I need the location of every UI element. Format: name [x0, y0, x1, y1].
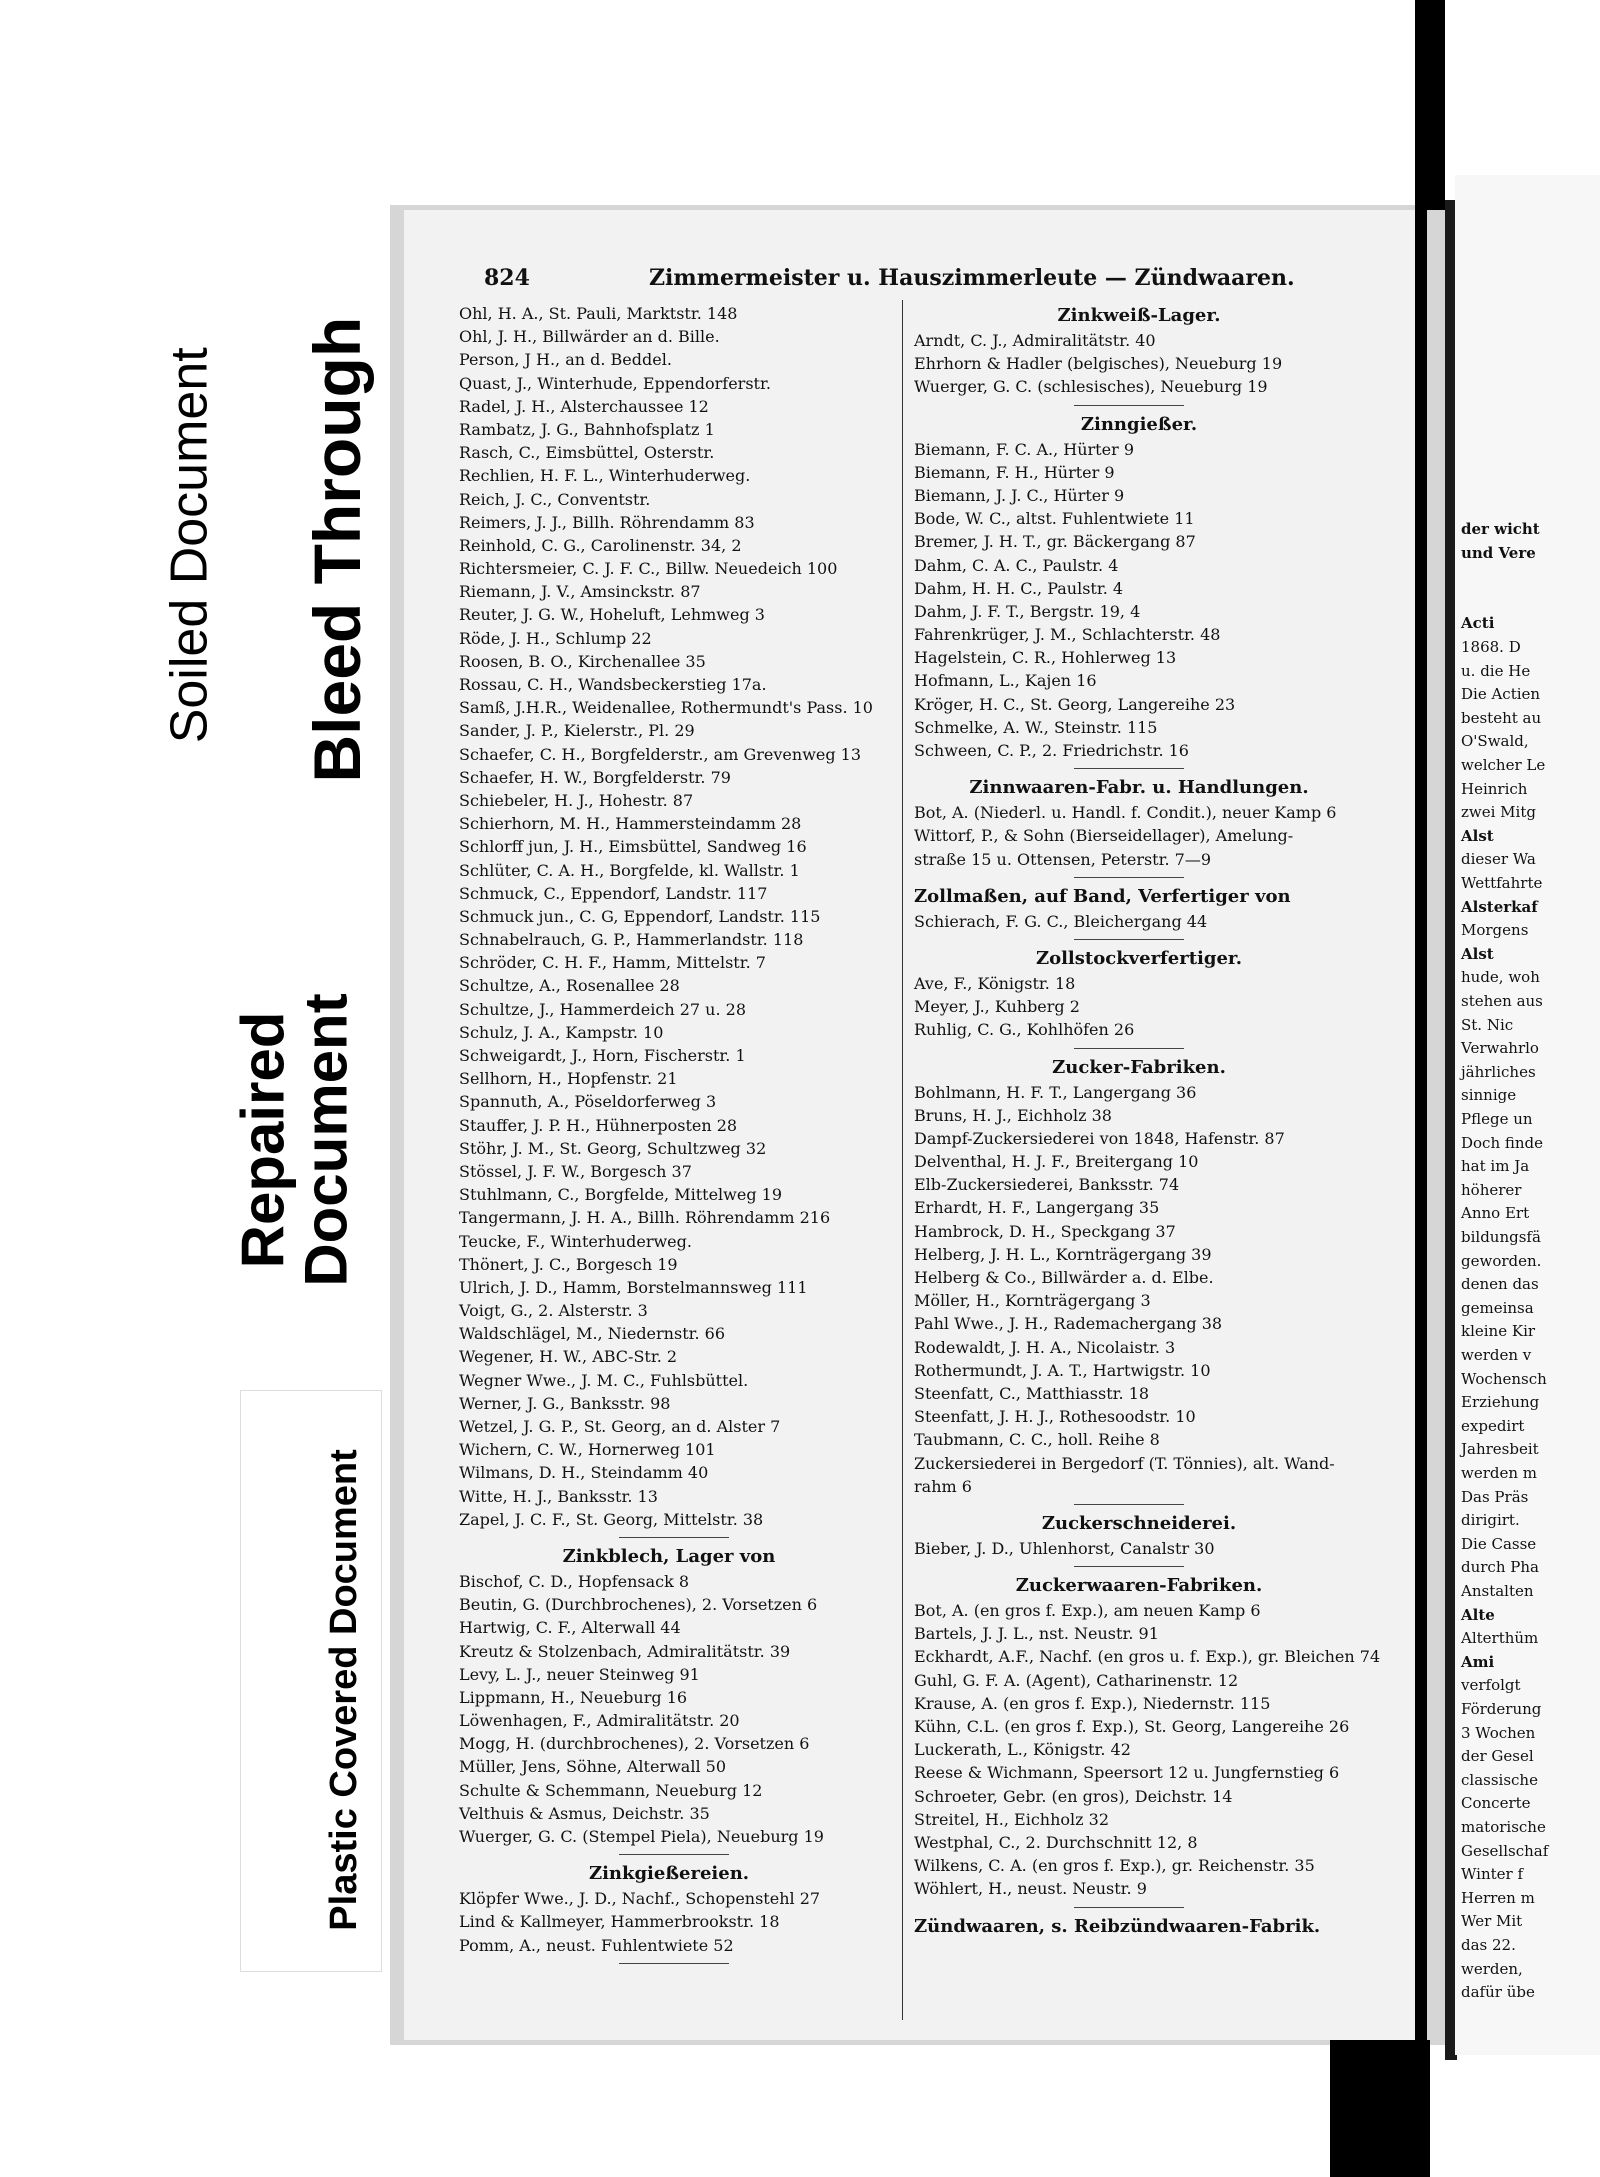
- scan-border-bottom: [1330, 2040, 1430, 2177]
- directory-entry: Wuerger, G. C. (Stempel Piela), Neueburg 19: [459, 1827, 824, 1846]
- directory-entry: Wetzel, J. G. P., St. Georg, an d. Alster 7: [459, 1417, 781, 1436]
- facing-page-line: Anno Ert: [1461, 1204, 1530, 1223]
- directory-entry: Steenfatt, C., Matthiasstr. 18: [914, 1383, 1150, 1403]
- directory-entry: Radel, J. H., Alsterchaussee 12: [459, 396, 709, 416]
- facing-page-line: der Gesel: [1461, 1747, 1534, 1766]
- facing-page-fragment: [1455, 175, 1600, 2055]
- directory-entry: rahm 6: [914, 1476, 972, 1496]
- left-column: [459, 302, 879, 1969]
- scan-border: [1415, 0, 1427, 2177]
- directory-entry: Hofmann, L., Kajen 16: [914, 671, 1097, 691]
- directory-entry: Bischof, C. D., Hopfensack 8: [459, 1571, 690, 1591]
- directory-entry: Sellhorn, H., Hopfenstr. 21: [459, 1069, 678, 1089]
- directory-entry: Wegener, H. W., ABC-Str. 2: [459, 1347, 678, 1367]
- facing-page-line: denen das: [1461, 1275, 1539, 1294]
- directory-entry: Dahm, J. F. T., Bergstr. 19, 4: [914, 601, 1141, 621]
- directory-entry: Bot, A. (en gros f. Exp.), am neuen Kamp 6: [914, 1601, 1261, 1621]
- facing-page-line: Wer Mit: [1461, 1912, 1523, 1931]
- directory-entry: Bieber, J. D., Uhlenhorst, Canalstr 30: [914, 1538, 1215, 1558]
- facing-page-line: jährliches: [1461, 1062, 1536, 1081]
- facing-page-line: classische: [1461, 1770, 1538, 1789]
- section-heading: Zinkgießereien.: [588, 1863, 750, 1885]
- section-rule: [914, 1901, 1364, 1913]
- directory-entry: Krause, A. (en gros f. Exp.), Niedernstr. 115: [914, 1693, 1271, 1713]
- directory-entry: Rossau, C. H., Wandsbeckerstieg 17a.: [459, 675, 767, 694]
- directory-entry: Streitel, H., Eichholz 32: [914, 1809, 1110, 1829]
- directory-entry: Rasch, C., Eimsbüttel, Osterstr.: [459, 443, 715, 463]
- directory-entry: Schaefer, C. H., Borgfelderstr., am Grevenweg 13: [459, 744, 862, 764]
- directory-entry: Person, J H., an d. Beddel.: [459, 350, 672, 370]
- directory-entry: Schierach, F. G. C., Bleichergang 44: [914, 911, 1208, 931]
- facing-page-line: sinnige: [1461, 1086, 1517, 1105]
- directory-entry: Ohl, H. A., St. Pauli, Marktstr. 148: [459, 304, 738, 323]
- directory-entry: Werner, J. G., Banksstr. 98: [459, 1393, 671, 1413]
- directory-entry: Hagelstein, C. R., Hohlerweg 13: [914, 648, 1177, 668]
- directory-entry: Wittorf, P., & Sohn (Bierseidellager), Amelung-: [914, 826, 1294, 846]
- directory-entry: Lind & Kallmeyer, Hammerbrookstr. 18: [459, 1912, 780, 1932]
- directory-entry: Ohl, J. H., Billwärder an d. Bille.: [459, 327, 720, 347]
- directory-entry: Schaefer, H. W., Borgfelderstr. 79: [459, 767, 731, 787]
- directory-entry: Delventhal, H. J. F., Breitergang 10: [914, 1152, 1199, 1172]
- directory-entry: Bruns, H. J., Eichholz 38: [914, 1105, 1112, 1125]
- facing-page-line: Alst: [1461, 944, 1494, 963]
- scan-border-top: [1425, 0, 1445, 210]
- directory-entry: Velthuis & Asmus, Deichstr. 35: [459, 1803, 710, 1823]
- label-plastic-covered-document: Plastic Covered Document: [323, 1449, 366, 1931]
- facing-page-line: Alterthüm: [1461, 1629, 1539, 1648]
- directory-entry: Rodewaldt, J. H. A., Nicolaistr. 3: [914, 1337, 1176, 1357]
- directory-entry: Schultze, J., Hammerdeich 27 u. 28: [459, 999, 746, 1019]
- page-number: 824: [484, 265, 530, 291]
- facing-page-line: kleine Kir: [1461, 1322, 1536, 1341]
- facing-page-line: dafür übe: [1461, 1983, 1535, 2002]
- facing-page-line: verfolgt: [1461, 1676, 1521, 1695]
- facing-page-line: Alst: [1461, 826, 1494, 845]
- section-heading: Zuckerwaaren-Fabriken.: [1015, 1575, 1263, 1597]
- facing-page-line: durch Pha: [1461, 1558, 1539, 1577]
- directory-entry: Eckhardt, A.F., Nachf. (en gros u. f. Exp.), gr. Bleichen 74: [914, 1647, 1381, 1667]
- section-rule: [914, 1042, 1364, 1054]
- section-heading: Zollstockverfertiger.: [1035, 947, 1243, 969]
- directory-entry: Kröger, H. C., St. Georg, Langereihe 23: [914, 694, 1236, 714]
- directory-entry: Meyer, J., Kuhberg 2: [914, 997, 1080, 1017]
- directory-entry: Roosen, B. O., Kirchenallee 35: [459, 651, 706, 671]
- directory-entry: Schlüter, C. A. H., Borgfelde, kl. Wallstr. 1: [459, 860, 800, 880]
- directory-entry: Kreutz & Stolzenbach, Admiralitätstr. 39: [459, 1641, 791, 1661]
- facing-page-line: Pflege un: [1461, 1110, 1533, 1128]
- section-rule: [914, 933, 1364, 945]
- right-column: [914, 302, 1381, 1940]
- facing-page-line: hat im Ja: [1461, 1157, 1530, 1176]
- directory-entry: Stössel, J. F. W., Borgesch 37: [459, 1161, 692, 1181]
- directory-entry: Elb-Zuckersiederei, Banksstr. 74: [914, 1175, 1180, 1195]
- directory-entry: Schroeter, Gebr. (en gros), Deichstr. 14: [914, 1786, 1233, 1806]
- directory-entry: Hartwig, C. F., Alterwall 44: [459, 1618, 681, 1638]
- facing-page-line: dirigirt.: [1461, 1511, 1520, 1530]
- scanned-page: [390, 205, 1445, 2045]
- section-rule: [914, 1498, 1364, 1510]
- directory-entry: Pomm, A., neust. Fuhlentwiete 52: [459, 1935, 734, 1955]
- directory-entry: Bartels, J. J. L., nst. Neustr. 91: [914, 1624, 1159, 1644]
- label-soiled-document: Soiled Document: [160, 347, 219, 743]
- directory-entry: Schlorff jun, J. H., Eimsbüttel, Sandweg 16: [459, 837, 807, 857]
- directory-entry: Ave, F., Königstr. 18: [914, 973, 1076, 993]
- directory-entry: Bode, W. C., altst. Fuhlentwiete 11: [914, 509, 1195, 529]
- directory-entry: Ulrich, J. D., Hamm, Borstelmannsweg 111: [459, 1277, 808, 1297]
- directory-entry: Steenfatt, J. H. J., Rothesoodstr. 10: [914, 1407, 1196, 1427]
- directory-entry: Schierhorn, M. H., Hammersteindamm 28: [459, 814, 802, 834]
- facing-page-line: Doch finde: [1461, 1133, 1544, 1152]
- directory-entry: Zuckersiederei in Bergedorf (T. Tönnies), alt. Wand-: [914, 1453, 1335, 1473]
- directory-entry: Hambrock, D. H., Speckgang 37: [914, 1221, 1176, 1241]
- facing-page-line: besteht au: [1461, 708, 1542, 727]
- facing-page-line: das 22.: [1461, 1936, 1516, 1954]
- facing-page-line: Wettfahrte: [1461, 874, 1543, 892]
- facing-page-line: Förderung: [1461, 1700, 1542, 1718]
- directory-entry: Mogg, H. (durchbrochenes), 2. Vorsetzen 6: [459, 1734, 810, 1754]
- directory-entry: Zapel, J. C. F., St. Georg, Mittelstr. 38: [459, 1509, 764, 1529]
- facing-page-line: werden v: [1461, 1346, 1532, 1364]
- facing-page-line: O'Swald,: [1461, 732, 1529, 751]
- directory-entry: straße 15 u. Ottensen, Peterstr. 7—9: [914, 849, 1212, 869]
- directory-entry: Westphal, C., 2. Durchschnitt 12, 8: [914, 1832, 1198, 1852]
- directory-entry: Tangermann, J. H. A., Billh. Röhrendamm 216: [459, 1208, 831, 1228]
- section-heading: Zinngießer.: [1080, 413, 1198, 435]
- directory-entry: Bohlmann, H. F. T., Langergang 36: [914, 1082, 1197, 1102]
- facing-page-line: u. die He: [1461, 661, 1531, 680]
- directory-entry: Waldschlägel, M., Niedernstr. 66: [459, 1324, 726, 1344]
- directory-entry: Helberg & Co., Billwärder a. d. Elbe.: [914, 1268, 1214, 1287]
- directory-entry: Taubmann, C. C., holl. Reihe 8: [914, 1430, 1160, 1450]
- directory-entry: Schultze, A., Rosenallee 28: [459, 976, 680, 996]
- directory-entry: Möller, H., Kornträgergang 3: [914, 1291, 1151, 1311]
- facing-page-line: geworden.: [1461, 1251, 1542, 1270]
- directory-entry: Reimers, J. J., Billh. Röhrendamm 83: [459, 512, 755, 532]
- directory-entry: Reinhold, C. G., Carolinenstr. 34, 2: [459, 535, 742, 555]
- facing-page-line: Acti: [1461, 614, 1495, 633]
- section-rule: [459, 1957, 879, 1969]
- directory-entry: Levy, L. J., neuer Steinweg 91: [459, 1664, 700, 1684]
- directory-entry: Löwenhagen, F., Admiralitätstr. 20: [459, 1711, 740, 1731]
- directory-entry: Schröder, C. H. F., Hamm, Mittelstr. 7: [459, 953, 766, 973]
- facing-page-line: Heinrich: [1461, 779, 1528, 798]
- directory-entry: Bot, A. (Niederl. u. Handl. f. Condit.), neuer Kamp 6: [914, 803, 1337, 823]
- directory-entry: Voigt, G., 2. Alsterstr. 3: [459, 1301, 648, 1321]
- facing-page-line: höherer: [1461, 1180, 1522, 1199]
- facing-page-line: der wicht: [1461, 520, 1540, 538]
- directory-entry: Stauffer, J. P. H., Hühnerposten 28: [459, 1115, 738, 1135]
- directory-entry: Schmuck, C., Eppendorf, Landstr. 117: [459, 883, 768, 903]
- page-title: Zimmermeister u. Hauszimmerleute — Zündwaaren.: [649, 265, 1295, 291]
- directory-entry: Schween, C. P., 2. Friedrichstr. 16: [914, 741, 1189, 760]
- directory-entry: Dahm, H. H. C., Paulstr. 4: [914, 578, 1124, 598]
- directory-entry: Reese & Wichmann, Speersort 12 u. Jungfernstieg 6: [914, 1763, 1340, 1783]
- facing-page-line: 3 Wochen: [1461, 1723, 1536, 1742]
- directory-entry: Pahl Wwe., J. H., Rademachergang 38: [914, 1314, 1223, 1334]
- directory-entry: Bremer, J. H. T., gr. Bäckergang 87: [914, 532, 1196, 552]
- directory-entry: Schmelke, A. W., Steinstr. 115: [914, 717, 1158, 737]
- facing-page-line: Verwahrlo: [1461, 1039, 1539, 1058]
- directory-entry: Teucke, F., Winterhuderweg.: [459, 1231, 692, 1251]
- directory-entry: Müller, Jens, Söhne, Alterwall 50: [459, 1757, 726, 1777]
- directory-entry: Röde, J. H., Schlump 22: [459, 628, 652, 648]
- directory-entry: Spannuth, A., Pöseldorferweg 3: [459, 1092, 717, 1112]
- directory-entry: Ehrhorn & Hadler (belgisches), Neueburg 19: [914, 354, 1283, 374]
- section-heading: Zinkweiß-Lager.: [1057, 305, 1221, 326]
- directory-entry: Dampf-Zuckersiederei von 1848, Hafenstr. 87: [914, 1128, 1285, 1148]
- directory-entry: Lippmann, H., Neueburg 16: [459, 1687, 688, 1707]
- facing-page-line: dieser Wa: [1461, 850, 1536, 869]
- section-rule: [459, 1848, 879, 1860]
- directory-entry: Stuhlmann, C., Borgfelde, Mittelweg 19: [459, 1185, 783, 1205]
- directory-entry: Thönert, J. C., Borgesch 19: [459, 1254, 678, 1274]
- label-bleed-through: Bleed Through: [299, 317, 374, 783]
- facing-page-line: Alte: [1461, 1605, 1495, 1624]
- directory-entry: Rechlien, H. F. L., Winterhuderweg.: [459, 466, 751, 486]
- facing-page-line: stehen aus: [1461, 992, 1543, 1010]
- directory-entry: Schweigardt, J., Horn, Fischerstr. 1: [459, 1046, 746, 1065]
- section-heading: Zinkblech, Lager von: [562, 1545, 776, 1567]
- directory-entry: Stöhr, J. M., St. Georg, Schultzweg 32: [459, 1138, 767, 1158]
- section-rule: [914, 762, 1364, 774]
- facing-page-line: Winter f: [1461, 1865, 1524, 1884]
- facing-page-line: Ami: [1461, 1652, 1495, 1671]
- directory-entry: Reich, J. C., Conventstr.: [459, 489, 651, 509]
- directory-entry: Riemann, J. V., Amsinckstr. 87: [459, 582, 701, 602]
- directory-entry: Rothermundt, J. A. T., Hartwigstr. 10: [914, 1360, 1211, 1380]
- directory-entry: Wilkens, C. A. (en gros f. Exp.), gr. Reichenstr. 35: [914, 1856, 1315, 1876]
- directory-entry: Biemann, J. J. C., Hürter 9: [914, 485, 1125, 505]
- facing-page-line: Erziehung: [1461, 1393, 1540, 1412]
- directory-entry: Schnabelrauch, G. P., Hammerlandstr. 118: [459, 930, 804, 950]
- facing-page-line: werden m: [1461, 1464, 1538, 1482]
- directory-entry: Biemann, F. H., Hürter 9: [914, 462, 1115, 482]
- directory-entry: Ruhlig, C. G., Kohlhöfen 26: [914, 1020, 1135, 1040]
- label-repaired-document: Repaired Document: [195, 880, 395, 1400]
- facing-page-line: welcher Le: [1461, 756, 1546, 774]
- directory-entry: Samß, J.H.R., Weidenallee, Rothermundt's Pass. 10: [459, 698, 873, 718]
- directory-entry: Schulte & Schemmann, Neueburg 12: [459, 1780, 763, 1800]
- facing-page-line: gemeinsa: [1461, 1298, 1534, 1317]
- facing-page-line: Concerte: [1461, 1794, 1531, 1813]
- directory-entry: Schmuck jun., C. G, Eppendorf, Landstr. 115: [459, 906, 821, 926]
- directory-entry: Sander, J. P., Kielerstr., Pl. 29: [459, 721, 695, 741]
- facing-page-line: St. Nic: [1461, 1015, 1514, 1034]
- directory-entry: Arndt, C. J., Admiralitätstr. 40: [914, 331, 1156, 350]
- directory-entry: Dahm, C. A. C., Paulstr. 4: [914, 555, 1119, 575]
- section-heading: Zuckerschneiderei.: [1041, 1512, 1237, 1534]
- facing-page-line: zwei Mitg: [1461, 803, 1536, 822]
- directory-entry: Beutin, G. (Durchbrochenes), 2. Vorsetzen 6: [459, 1595, 818, 1615]
- section-heading: Zündwaaren, s. Reibzündwaaren-Fabrik.: [914, 1915, 1321, 1937]
- directory-entry: Wilmans, D. H., Steindamm 40: [459, 1463, 709, 1483]
- facing-page-line: Das Präs: [1461, 1487, 1529, 1506]
- directory-entry: Rambatz, J. G., Bahnhofsplatz 1: [459, 419, 715, 439]
- directory-entry: Richtersmeier, C. J. F. C., Billw. Neuedeich 100: [459, 559, 838, 579]
- facing-page-line: Herren m: [1461, 1888, 1535, 1907]
- directory-entry: Erhardt, H. F., Langergang 35: [914, 1198, 1160, 1218]
- directory-entry: Wegner Wwe., J. M. C., Fuhlsbüttel.: [459, 1370, 749, 1390]
- directory-entry: Reuter, J. G. W., Hoheluft, Lehmweg 3: [459, 605, 765, 625]
- facing-page-line: Die Casse: [1461, 1534, 1537, 1553]
- section-heading: Zollmaßen, auf Band, Verfertiger von: [914, 885, 1291, 907]
- facing-page-line: Gesellschaf: [1461, 1841, 1549, 1860]
- facing-page-line: expedirt: [1461, 1416, 1525, 1435]
- facing-page-line: hude, woh: [1461, 968, 1540, 987]
- section-heading: Zinnwaaren-Fabr. u. Handlungen.: [969, 777, 1309, 799]
- page-paper: [404, 210, 1424, 2040]
- directory-entry: Fahrenkrüger, J. M., Schlachterstr. 48: [914, 625, 1221, 645]
- directory-entry: Wichern, C. W., Hornerweg 101: [459, 1440, 716, 1460]
- directory-entry: Kühn, C.L. (en gros f. Exp.), St. Georg, Langereihe 26: [914, 1717, 1350, 1736]
- section-heading: Zucker-Fabriken.: [1052, 1056, 1226, 1078]
- directory-entry: Helberg, J. H. L., Kornträgergang 39: [914, 1244, 1212, 1264]
- directory-entry: Schiebeler, H. J., Hohestr. 87: [459, 790, 694, 810]
- directory-entry: Wöhlert, H., neust. Neustr. 9: [914, 1879, 1147, 1899]
- directory-entry: Luckerath, L., Königstr. 42: [914, 1740, 1131, 1760]
- facing-page-line: 1868. D: [1461, 638, 1521, 656]
- facing-page-line: werden,: [1461, 1959, 1523, 1978]
- facing-page-line: und Vere: [1461, 543, 1536, 562]
- facing-page-line: Anstalten: [1461, 1582, 1534, 1600]
- facing-page-line: Alsterkaf: [1461, 897, 1538, 916]
- facing-page-line: Wochensch: [1461, 1369, 1547, 1388]
- section-rule: [459, 1531, 879, 1543]
- facing-page-line: matorische: [1461, 1818, 1546, 1836]
- directory-entry: Witte, H. J., Banksstr. 13: [459, 1486, 658, 1506]
- facing-page-line: Die Actien: [1461, 685, 1541, 704]
- directory-entry: Wuerger, G. C. (schlesisches), Neueburg 19: [914, 377, 1268, 397]
- directory-entry: Biemann, F. C. A., Hürter 9: [914, 439, 1134, 459]
- facing-page-line: Morgens: [1461, 921, 1529, 940]
- column-divider: [902, 300, 903, 2020]
- directory-entry: Klöpfer Wwe., J. D., Nachf., Schopenstehl 27: [459, 1889, 821, 1909]
- section-rule: [914, 1560, 1364, 1572]
- section-rule: [914, 399, 1364, 411]
- directory-entry: Quast, J., Winterhude, Eppendorferstr.: [459, 373, 771, 393]
- directory-entry: Guhl, G. F. A. (Agent), Catharinenstr. 12: [914, 1670, 1239, 1690]
- facing-page-line: bildungsfä: [1461, 1228, 1541, 1246]
- facing-page-line: Jahresbeit: [1461, 1440, 1539, 1459]
- directory-entry: Schulz, J. A., Kampstr. 10: [459, 1022, 664, 1042]
- section-rule: [914, 871, 1364, 883]
